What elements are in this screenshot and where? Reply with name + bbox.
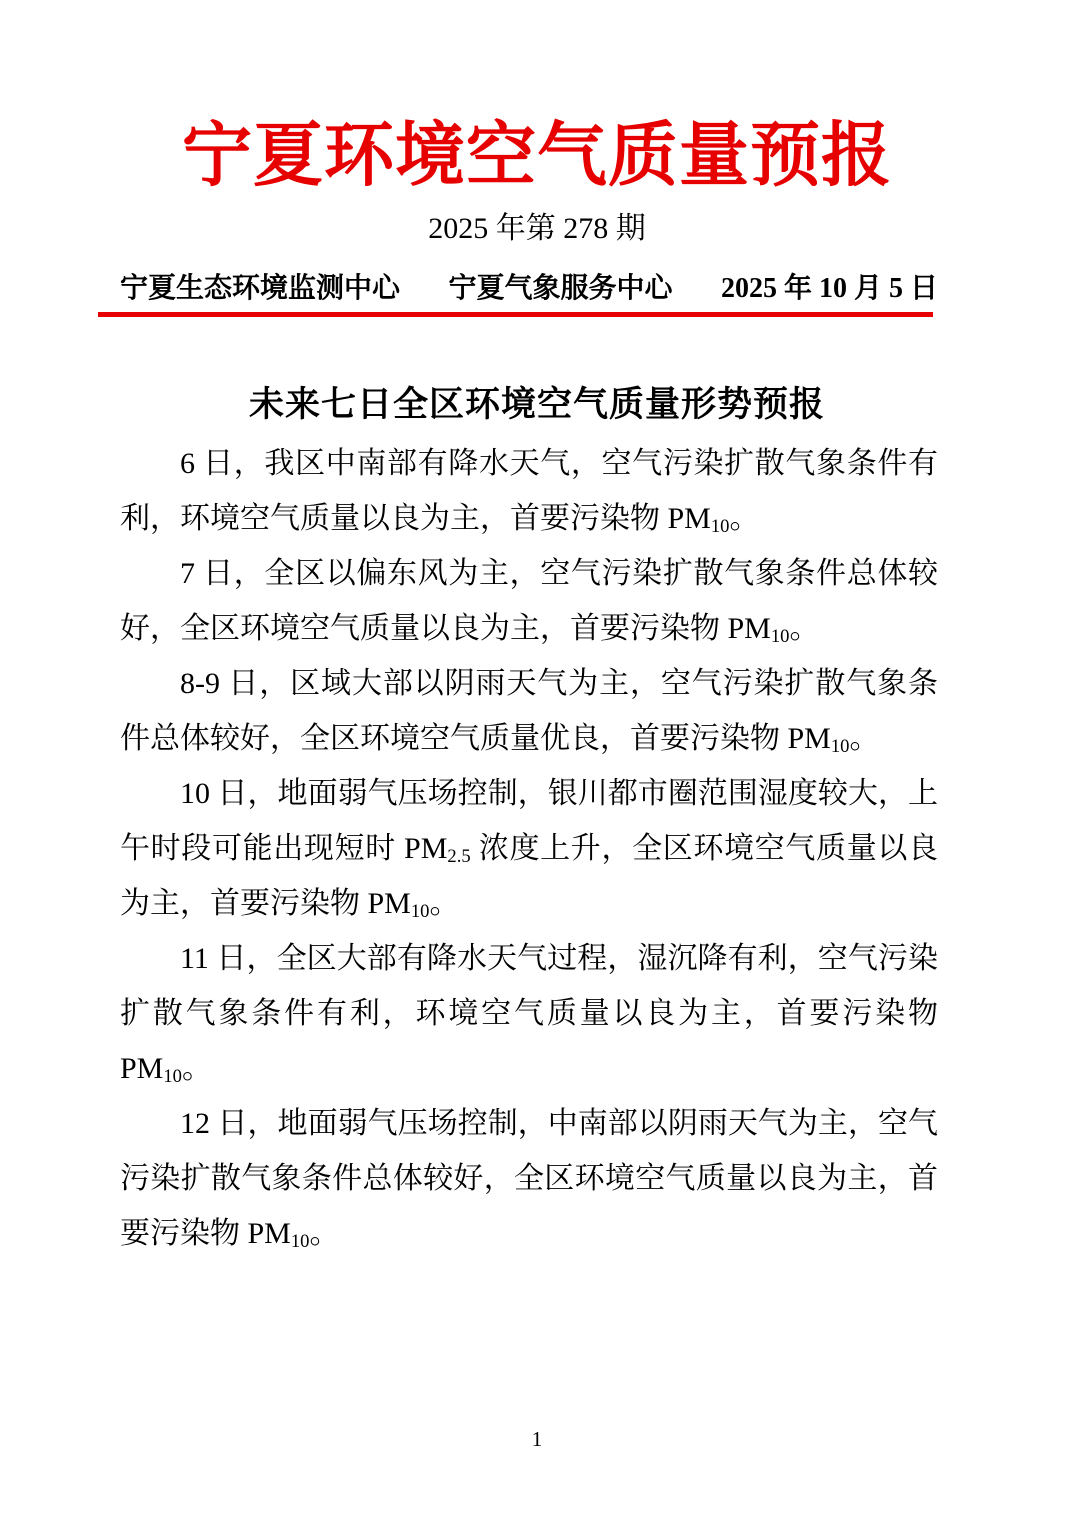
body-paragraph bbox=[120, 436, 938, 546]
body-paragraph bbox=[120, 1096, 938, 1261]
paragraph-text: 浓度上升，全区环境空气质量以良为主，首要污染物 PM bbox=[120, 832, 939, 921]
paragraph-text: 。 bbox=[181, 1052, 212, 1086]
body-paragraph bbox=[120, 656, 938, 766]
paragraph-text: 。 bbox=[849, 722, 880, 756]
red-divider-rule bbox=[98, 312, 933, 317]
body-paragraph bbox=[120, 931, 938, 1096]
body-paragraphs bbox=[120, 436, 938, 1261]
subscript: 2.5 bbox=[447, 846, 471, 868]
paragraph-text: 8-9 日，区域大部以阴雨天气为主，空气污染扩散气象条件总体较好，全区环境空气质量优良，首要污染物 PM bbox=[120, 667, 938, 756]
page-number: 1 bbox=[531, 1427, 543, 1451]
subscript: 10 bbox=[830, 736, 850, 758]
subscript: 10 bbox=[163, 1066, 182, 1088]
issue-number: 2025 年第 278 期 bbox=[428, 212, 646, 246]
subscript: 10 bbox=[410, 901, 430, 923]
paragraph-text: 7 日，全区以偏东风为主，空气污染扩散气象条件总体较好，全区环境空气质量以良为主，首要污染物 PM bbox=[120, 557, 938, 646]
paragraph-text: 。 bbox=[729, 502, 760, 536]
subscript: 10 bbox=[290, 1231, 310, 1253]
paragraph-text: 12 日，地面弱气压场控制，中南部以阴雨天气为主，空气污染扩散气象条件总体较好，全区环境空气质量以良为主，首要污染物 PM bbox=[120, 1107, 938, 1251]
paragraph-text: 。 bbox=[429, 887, 460, 921]
issuing-org-center: 宁夏气象服务中心 bbox=[448, 273, 673, 305]
issue-date: 2025 年 10 月 5 日 bbox=[720, 273, 938, 305]
issuing-org-left: 宁夏生态环境监测中心 bbox=[120, 273, 401, 305]
paragraph-text: 11 日，全区大部有降水天气过程，湿沉降有利，空气污染扩散气象条件有利，环境空气质量以良为主，首要污染物 PM bbox=[120, 942, 938, 1086]
subscript: 10 bbox=[710, 516, 730, 538]
paragraph-text: 。 bbox=[789, 612, 820, 646]
paragraph-text: 6 日，我区中南部有降水天气，空气污染扩散气象条件有利，环境空气质量以良为主，首要污染物 PM bbox=[120, 447, 938, 536]
paragraph-text: 。 bbox=[309, 1217, 340, 1251]
subscript: 10 bbox=[770, 626, 790, 648]
body-paragraph bbox=[120, 766, 938, 931]
paragraph-text: 10 日，地面弱气压场控制，银川都市圈范围湿度较大，上午时段可能出现短时 PM bbox=[120, 777, 938, 866]
section-heading: 未来七日全区环境空气质量形势预报 bbox=[248, 385, 825, 425]
document-title: 宁夏环境空气质量预报 bbox=[182, 118, 892, 195]
masthead-row bbox=[120, 272, 938, 306]
body-paragraph bbox=[120, 546, 938, 656]
